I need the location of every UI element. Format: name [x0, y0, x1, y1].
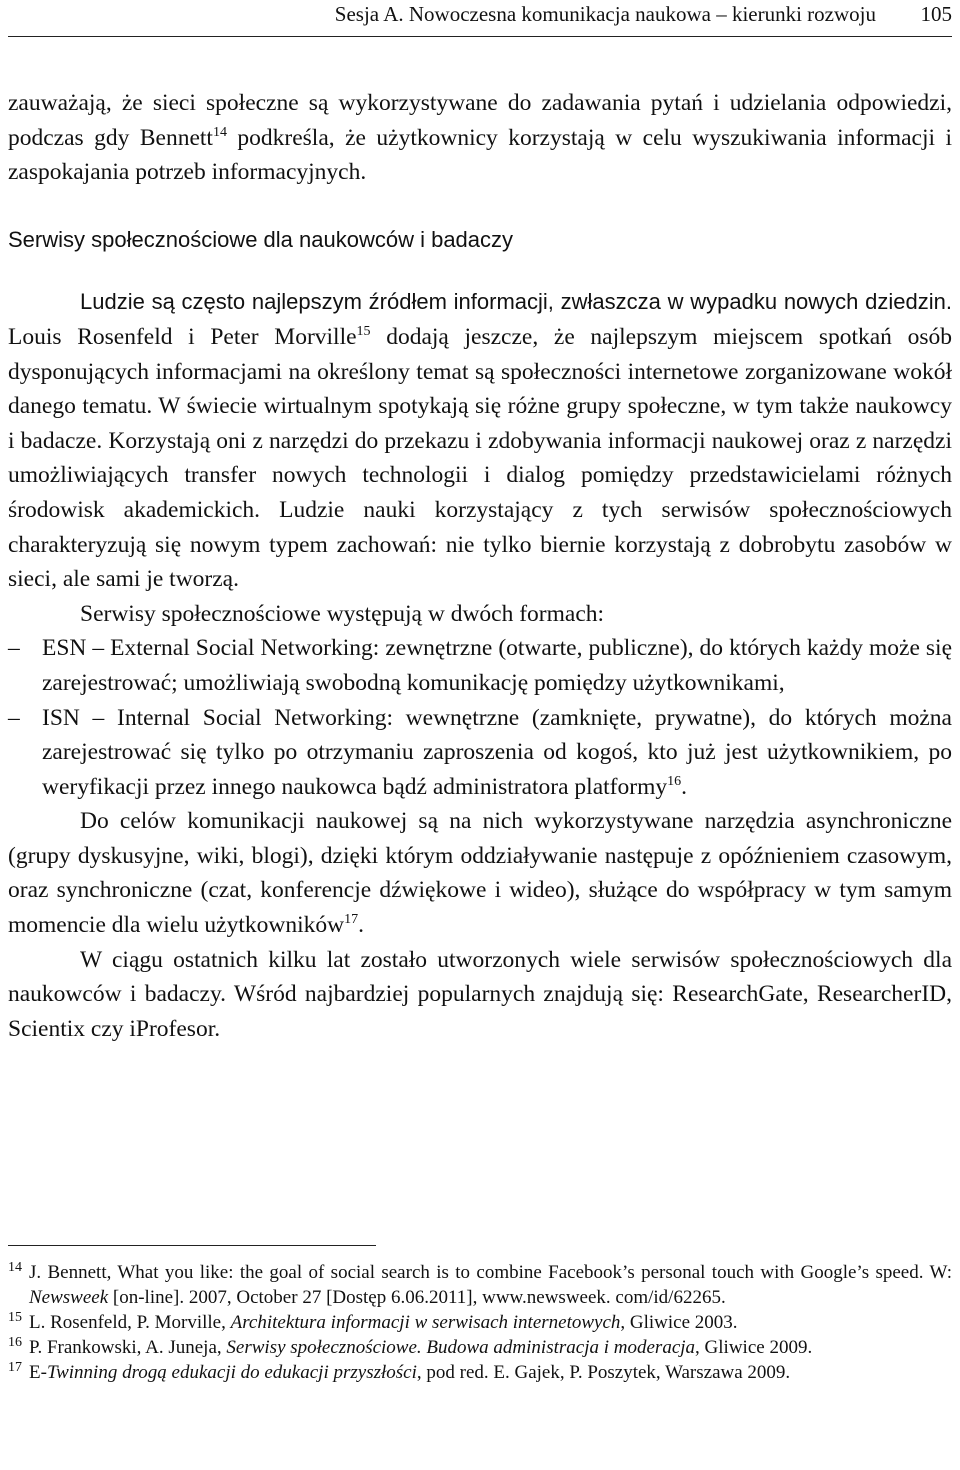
- footnote-ref-17: 17: [344, 912, 359, 928]
- paragraph-1-text-a: zauważają, że sieci społeczne są wykorzystywane do zadawania pytań i udzielania odpowiedzi, podczas gdy Bennett: [8, 90, 952, 151]
- footnote-15-italic: Architektura informacji w serwisach internetowych: [230, 1312, 621, 1333]
- paragraph-1: [8, 86, 952, 190]
- running-header-title: Sesja A. Nowoczesna komunikacja naukowa – kierunki rozwoju: [334, 2, 876, 26]
- footnote-ref-14: 14: [212, 124, 227, 140]
- paragraph-4: [8, 804, 952, 942]
- footnote-number: 17: [8, 1360, 22, 1375]
- page-number: 105: [920, 2, 952, 26]
- footnote-number: 14: [8, 1260, 22, 1275]
- footnote-15: [8, 1310, 952, 1335]
- list-item-isn-text: ISN – Internal Social Networking: wewnętrzne (zamknięte, prywatne), do których można zarejestrować się tylko po otrzymaniu zaproszenia od kogoś, kto już jest użytkownikiem, po weryfikacji przez innego naukowca bądź administratora platformy: [42, 704, 952, 800]
- list-item-esn-text: ESN – External Social Networking: zewnętrzne (otwarte, publiczne), do których każdy może się zarejestrować; umożliwiają swobodną komunikację pomiędzy użytkownikami,: [42, 635, 952, 696]
- footnote-ref-16: 16: [667, 773, 682, 789]
- footnote-14-text-b: [on-line]. 2007, October 27 [Dostęp 6.06.2011], www.newsweek. com/id/62265.: [108, 1287, 726, 1308]
- list-item-esn: [8, 631, 952, 700]
- list-dash: –: [8, 704, 20, 731]
- footnotes: [8, 1245, 952, 1385]
- paragraph-2-text-a: Louis Rosenfeld i Peter Morville: [8, 323, 357, 350]
- footnote-16-italic: Serwisy społecznościowe. Budowa administracja i moderacja: [226, 1337, 696, 1358]
- footnote-number: 15: [8, 1310, 22, 1325]
- paragraph-3: Serwisy społecznościowe występują w dwóch formach:: [80, 600, 605, 627]
- section-heading: Serwisy społecznościowe dla naukowców i badaczy: [8, 226, 514, 252]
- body-text: [8, 86, 952, 1046]
- paragraph-1-text-b: podkreśla, że użytkownicy korzystają w celu wyszukiwania informacji i zaspokajania potrzeb informacyjnych.: [8, 124, 953, 186]
- footnote-16: [8, 1335, 952, 1360]
- paragraph-4-text-a: Do celów komunikacji naukowej są na nich wykorzystywane narzędzia asynchroniczne (grupy dyskusyjne, wiki, blogi), dzięki którym oddziaływanie następuje z opóźnieniem czasowym, oraz synchroniczne (czat, konferencje dźwiękowe i wideo), służące do współpracy w tym samym momencie dla wielu użytkowników: [8, 808, 952, 939]
- paragraph-2-sans-text: Ludzie są często najlepszym źródłem informacji, zwłaszcza w wypadku nowych dziedzin.: [80, 289, 952, 315]
- footnote-15-text-a: L. Rosenfeld, P. Morville,: [29, 1312, 231, 1333]
- footnote-17: [8, 1360, 952, 1385]
- paragraph-2-text-b: dodają jeszcze, że najlepszym miejscem spotkań osób dysponujących informacjami na określony temat są społeczności internetowe zorganizowane wokół danego tematu. W świecie wirtualnym spotykają się różne grupy społeczne, w tym także naukowcy i badacze. Korzystają oni z narzędzi do przekazu i zdobywania informacji naukowej oraz z narzędzi umożliwiających transfer nowych technologii i dialog pomiędzy przedstawicielami różnych środowisk akademickich. Ludzie nauki korzystający z tych serwisów społecznościowych charakteryzują się nowym typem zachowań: nie tylko biernie korzystają z dobrobytu zasobów w sieci, ale sami je tworzą.: [8, 323, 952, 593]
- footnote-separator: [8, 1245, 376, 1246]
- footnote-17-text-b: , pod red. E. Gajek, P. Poszytek, Warszawa 2009.: [416, 1362, 791, 1383]
- footnote-number: 16: [8, 1335, 22, 1350]
- paragraph-2: [8, 285, 952, 596]
- paragraph-5: W ciągu ostatnich kilku lat zostało utworzonych wiele serwisów społecznościowych dla naukowców i badaczy. Wśród najbardziej popularnych znajdują się: ResearchGate, ResearcherID, Scientix czy iProfesor.: [8, 946, 952, 1042]
- footnote-14-italic: Newsweek: [29, 1287, 109, 1308]
- footnote-16-text-a: P. Frankowski, A. Juneja,: [29, 1337, 227, 1358]
- footnote-17-text-a: E-: [29, 1362, 47, 1383]
- footnote-17-italic: Twinning drogą edukacji do edukacji przyszłości: [46, 1362, 417, 1383]
- footnote-14: [8, 1260, 952, 1310]
- running-header: [8, 2, 952, 37]
- footnote-15-text-b: , Gliwice 2003.: [620, 1312, 738, 1333]
- paragraph-4-text-b: .: [358, 912, 364, 939]
- list-dash: –: [8, 635, 20, 662]
- footnote-ref-15: 15: [356, 324, 371, 340]
- list-item-isn-end: .: [681, 773, 687, 800]
- footnote-14-text-a: J. Bennett, What you like: the goal of social search is to combine Facebook’s personal touch with Google’s speed. W:: [29, 1262, 952, 1283]
- list-item-isn: [8, 701, 952, 805]
- footnote-16-text-b: , Gliwice 2009.: [695, 1337, 813, 1358]
